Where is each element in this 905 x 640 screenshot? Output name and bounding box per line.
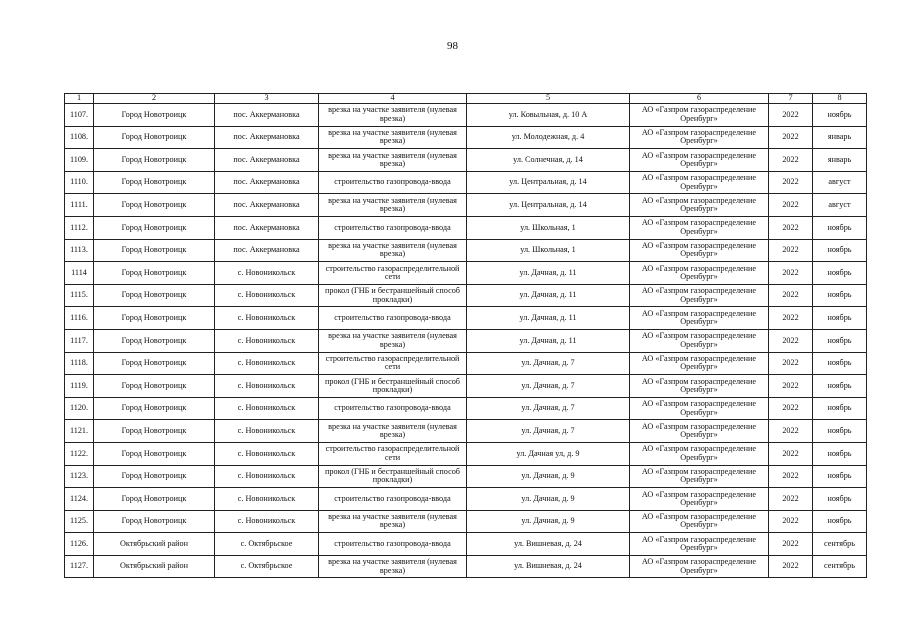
year-cell: 2022 [769,533,813,556]
table-row [65,488,867,511]
municipality-cell: Октябрьский район [94,555,215,578]
municipality-cell: Город Новотроицк [94,397,215,420]
year-cell: 2022 [769,239,813,262]
organization-cell: АО «Газпром газораспределение Оренбург» [630,442,769,465]
month-cell: август [813,171,867,194]
row-number-cell: 1108. [65,126,94,149]
work-type-cell: врезка на участке заявителя (нулевая врезка) [319,555,467,578]
table-row [65,375,867,398]
table-row [65,239,867,262]
work-type-cell: врезка на участке заявителя (нулевая врезка) [319,104,467,127]
year-cell: 2022 [769,465,813,488]
year-cell: 2022 [769,216,813,239]
work-type-cell: строительство газопровода-ввода [319,171,467,194]
table-row [65,104,867,127]
address-cell: ул. Центральная, д. 14 [467,171,630,194]
address-cell: ул. Центральная, д. 14 [467,194,630,217]
table-row [65,397,867,420]
settlement-cell: с. Новоникольск [215,420,319,443]
organization-cell: АО «Газпром газораспределение Оренбург» [630,104,769,127]
table-row [65,171,867,194]
row-number-cell: 1115. [65,284,94,307]
row-number-cell: 1125. [65,510,94,533]
month-cell: ноябрь [813,239,867,262]
settlement-cell: пос. Аккермановка [215,171,319,194]
month-cell: ноябрь [813,488,867,511]
municipality-cell: Город Новотроицк [94,442,215,465]
work-type-cell: строительство газораспределительной сети [319,352,467,375]
work-type-cell: прокол (ГНБ и бестраншейный способ прокладки) [319,375,467,398]
table-row [65,126,867,149]
month-cell: ноябрь [813,397,867,420]
month-cell: сентябрь [813,555,867,578]
year-cell: 2022 [769,329,813,352]
organization-cell: АО «Газпром газораспределение Оренбург» [630,262,769,285]
row-number-cell: 1109. [65,149,94,172]
table-row [65,352,867,375]
year-cell: 2022 [769,488,813,511]
municipality-cell: Город Новотроицк [94,375,215,398]
year-cell: 2022 [769,352,813,375]
table-row [65,510,867,533]
table-body [65,104,867,578]
month-cell: ноябрь [813,104,867,127]
organization-cell: АО «Газпром газораспределение Оренбург» [630,352,769,375]
address-cell: ул. Дачная, д. 11 [467,284,630,307]
month-cell: ноябрь [813,465,867,488]
municipality-cell: Город Новотроицк [94,352,215,375]
settlement-cell: с. Новоникольск [215,307,319,330]
row-number-cell: 1124. [65,488,94,511]
work-type-cell: строительство газопровода-ввода [319,533,467,556]
address-cell: ул. Вишневая, д. 24 [467,555,630,578]
organization-cell: АО «Газпром газораспределение Оренбург» [630,126,769,149]
address-cell: ул. Дачная, д. 9 [467,465,630,488]
work-type-cell: строительство газопровода-ввода [319,488,467,511]
municipality-cell: Город Новотроицк [94,465,215,488]
month-cell: ноябрь [813,284,867,307]
table-row [65,149,867,172]
settlement-cell: с. Новоникольск [215,352,319,375]
settlement-cell: пос. Аккермановка [215,126,319,149]
year-cell: 2022 [769,555,813,578]
settlement-cell: с. Новоникольск [215,329,319,352]
row-number-cell: 1117. [65,329,94,352]
table-row [65,262,867,285]
year-cell: 2022 [769,510,813,533]
table-row [65,216,867,239]
work-type-cell: строительство газопровода-ввода [319,216,467,239]
settlement-cell: с. Новоникольск [215,488,319,511]
work-type-cell: врезка на участке заявителя (нулевая врезка) [319,126,467,149]
work-type-cell: врезка на участке заявителя (нулевая врезка) [319,329,467,352]
month-cell: ноябрь [813,216,867,239]
address-cell: ул. Дачная, д. 7 [467,397,630,420]
year-cell: 2022 [769,104,813,127]
table-row [65,420,867,443]
month-cell: январь [813,126,867,149]
work-type-cell: врезка на участке заявителя (нулевая врезка) [319,510,467,533]
address-cell: ул. Дачная, д. 7 [467,352,630,375]
address-cell: ул. Школьная, 1 [467,216,630,239]
settlement-cell: с. Новоникольск [215,465,319,488]
organization-cell: АО «Газпром газораспределение Оренбург» [630,465,769,488]
column-header: 8 [813,94,867,104]
month-cell: август [813,194,867,217]
address-cell: ул. Дачная, д. 11 [467,262,630,285]
municipality-cell: Город Новотроицк [94,239,215,262]
month-cell: ноябрь [813,307,867,330]
organization-cell: АО «Газпром газораспределение Оренбург» [630,171,769,194]
column-header: 1 [65,94,94,104]
settlement-cell: пос. Аккермановка [215,194,319,217]
year-cell: 2022 [769,397,813,420]
organization-cell: АО «Газпром газораспределение Оренбург» [630,149,769,172]
month-cell: ноябрь [813,262,867,285]
address-cell: ул. Дачная, д. 11 [467,329,630,352]
address-cell: ул. Школьная, 1 [467,239,630,262]
settlement-cell: с. Новоникольск [215,510,319,533]
month-cell: ноябрь [813,352,867,375]
settlement-cell: с. Октябрьское [215,533,319,556]
organization-cell: АО «Газпром газораспределение Оренбург» [630,375,769,398]
column-header: 3 [215,94,319,104]
municipality-cell: Город Новотроицк [94,510,215,533]
municipality-cell: Город Новотроицк [94,262,215,285]
organization-cell: АО «Газпром газораспределение Оренбург» [630,284,769,307]
organization-cell: АО «Газпром газораспределение Оренбург» [630,555,769,578]
settlement-cell: пос. Аккермановка [215,239,319,262]
table-header-row [65,94,867,104]
address-cell: ул. Ковыльная, д. 10 А [467,104,630,127]
table-row [65,307,867,330]
month-cell: ноябрь [813,329,867,352]
municipality-cell: Город Новотроицк [94,104,215,127]
row-number-cell: 1127. [65,555,94,578]
municipality-cell: Город Новотроицк [94,194,215,217]
row-number-cell: 1111. [65,194,94,217]
work-type-cell: врезка на участке заявителя (нулевая врезка) [319,420,467,443]
organization-cell: АО «Газпром газораспределение Оренбург» [630,216,769,239]
work-type-cell: врезка на участке заявителя (нулевая врезка) [319,194,467,217]
row-number-cell: 1122. [65,442,94,465]
address-cell: ул. Вишневая, д. 24 [467,533,630,556]
year-cell: 2022 [769,262,813,285]
row-number-cell: 1123. [65,465,94,488]
row-number-cell: 1113. [65,239,94,262]
work-type-cell: врезка на участке заявителя (нулевая врезка) [319,149,467,172]
column-header: 4 [319,94,467,104]
settlement-cell: пос. Аккермановка [215,149,319,172]
settlement-cell: пос. Аккермановка [215,216,319,239]
table-row [65,555,867,578]
settlement-cell: с. Новоникольск [215,442,319,465]
municipality-cell: Город Новотроицк [94,171,215,194]
work-type-cell: врезка на участке заявителя (нулевая врезка) [319,239,467,262]
column-header: 2 [94,94,215,104]
organization-cell: АО «Газпром газораспределение Оренбург» [630,329,769,352]
month-cell: ноябрь [813,510,867,533]
column-header: 5 [467,94,630,104]
address-cell: ул. Дачная, д. 7 [467,420,630,443]
year-cell: 2022 [769,375,813,398]
column-header: 6 [630,94,769,104]
organization-cell: АО «Газпром газораспределение Оренбург» [630,239,769,262]
address-cell: ул. Дачная, д. 9 [467,510,630,533]
table-row [65,465,867,488]
work-type-cell: прокол (ГНБ и бестраншейный способ прокладки) [319,284,467,307]
organization-cell: АО «Газпром газораспределение Оренбург» [630,420,769,443]
row-number-cell: 1126. [65,533,94,556]
settlement-cell: с. Новоникольск [215,284,319,307]
month-cell: ноябрь [813,375,867,398]
address-cell: ул. Дачная ул, д. 9 [467,442,630,465]
row-number-cell: 1110. [65,171,94,194]
municipality-cell: Город Новотроицк [94,420,215,443]
organization-cell: АО «Газпром газораспределение Оренбург» [630,488,769,511]
row-number-cell: 1119. [65,375,94,398]
municipality-cell: Город Новотроицк [94,488,215,511]
column-header: 7 [769,94,813,104]
year-cell: 2022 [769,149,813,172]
organization-cell: АО «Газпром газораспределение Оренбург» [630,510,769,533]
organization-cell: АО «Газпром газораспределение Оренбург» [630,307,769,330]
settlement-cell: пос. Аккермановка [215,104,319,127]
table-row [65,329,867,352]
row-number-cell: 1107. [65,104,94,127]
page-number: 98 [447,40,458,52]
organization-cell: АО «Газпром газораспределение Оренбург» [630,397,769,420]
year-cell: 2022 [769,171,813,194]
municipality-cell: Город Новотроицк [94,329,215,352]
settlement-cell: с. Новоникольск [215,262,319,285]
year-cell: 2022 [769,126,813,149]
settlement-cell: с. Новоникольск [215,397,319,420]
row-number-cell: 1120. [65,397,94,420]
work-type-cell: строительство газораспределительной сети [319,442,467,465]
row-number-cell: 1121. [65,420,94,443]
register-table [64,93,867,578]
organization-cell: АО «Газпром газораспределение Оренбург» [630,194,769,217]
address-cell: ул. Дачная, д. 11 [467,307,630,330]
municipality-cell: Город Новотроицк [94,126,215,149]
year-cell: 2022 [769,194,813,217]
row-number-cell: 1118. [65,352,94,375]
table-row [65,194,867,217]
settlement-cell: с. Октябрьское [215,555,319,578]
table-row [65,533,867,556]
month-cell: январь [813,149,867,172]
municipality-cell: Город Новотроицк [94,216,215,239]
municipality-cell: Город Новотроицк [94,149,215,172]
table-row [65,284,867,307]
municipality-cell: Город Новотроицк [94,307,215,330]
month-cell: сентябрь [813,533,867,556]
month-cell: ноябрь [813,420,867,443]
row-number-cell: 1116. [65,307,94,330]
work-type-cell: строительство газопровода-ввода [319,397,467,420]
address-cell: ул. Дачная, д. 7 [467,375,630,398]
year-cell: 2022 [769,284,813,307]
work-type-cell: строительство газопровода-ввода [319,307,467,330]
table-row [65,442,867,465]
address-cell: ул. Дачная, д. 9 [467,488,630,511]
row-number-cell: 1112. [65,216,94,239]
address-cell: ул. Молодежная, д. 4 [467,126,630,149]
organization-cell: АО «Газпром газораспределение Оренбург» [630,533,769,556]
year-cell: 2022 [769,442,813,465]
row-number-cell: 1114 [65,262,94,285]
settlement-cell: с. Новоникольск [215,375,319,398]
work-type-cell: прокол (ГНБ и бестраншейный способ прокладки) [319,465,467,488]
municipality-cell: Город Новотроицк [94,284,215,307]
work-type-cell: строительство газораспределительной сети [319,262,467,285]
address-cell: ул. Солнечная, д. 14 [467,149,630,172]
year-cell: 2022 [769,307,813,330]
month-cell: ноябрь [813,442,867,465]
year-cell: 2022 [769,420,813,443]
municipality-cell: Октябрьский район [94,533,215,556]
